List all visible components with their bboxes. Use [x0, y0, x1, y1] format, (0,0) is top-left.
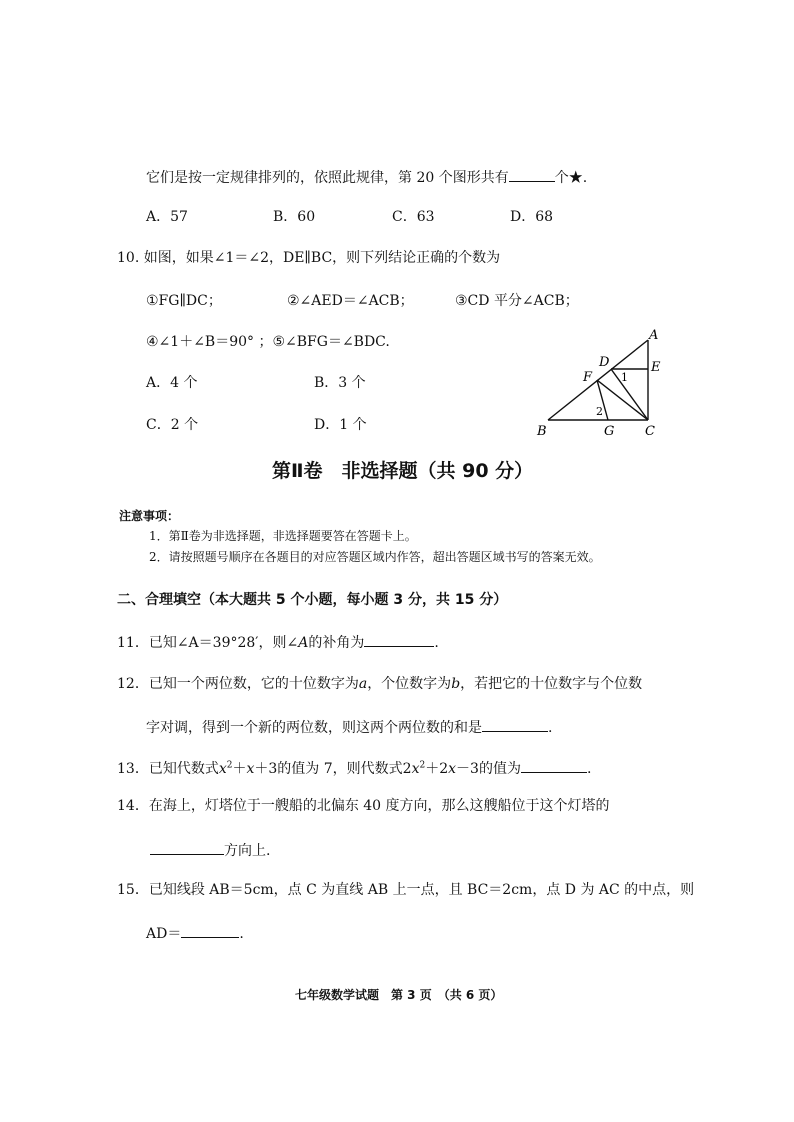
- q14-line1: 14．在海上，灯塔位于一艘船的北偏东 40 度方向，那么这艘船位于这个灯塔的: [117, 798, 610, 814]
- q10-statements-row2: ④∠1＋∠B＝90° ；⑤∠BFG＝∠BDC.: [146, 334, 390, 350]
- q12-line2: [146, 717, 552, 737]
- q13-expr2-exp: 2: [419, 760, 426, 771]
- q12-line2-text: 字对调，得到一个新的两位数，则这两个两位数的和是: [146, 720, 482, 736]
- q13-expr1-const: ＋3: [254, 761, 278, 777]
- label-g: G: [604, 424, 615, 439]
- q13-pre: 13．已知代数式: [117, 761, 219, 777]
- q12-post: ，若把它的十位数字与个位数: [460, 676, 643, 692]
- q9-answer-blank: [509, 167, 555, 182]
- q12-mid: ，个位数字为: [367, 676, 452, 692]
- q10-statement-3: ③CD 平分∠ACB；: [455, 293, 579, 309]
- q11-end: .: [434, 635, 439, 651]
- q12-answer-blank: [482, 717, 548, 732]
- q9-option-c: C．63: [392, 209, 435, 225]
- q11-number: 11．: [117, 635, 149, 651]
- label-angle-1: 1: [621, 371, 628, 384]
- label-d: D: [599, 355, 610, 370]
- q14-line2: [150, 840, 270, 860]
- label-e: E: [651, 360, 661, 375]
- q10-option-a: A．4 个: [146, 375, 198, 391]
- q13: [117, 758, 591, 778]
- part-2-heading: 二、合理填空（本大题共 5 个小题，每小题 3 分，共 15 分）: [117, 592, 508, 608]
- q9-option-d: D．68: [510, 209, 554, 225]
- note-2: 2．请按照题号顺序在各题目的对应答题区域内作答，超出答题区域书写的答案无效。: [149, 550, 601, 564]
- q13-expr1-x2: x: [246, 761, 255, 777]
- q12-pre: 12．已知一个两位数，它的十位数字为: [117, 676, 359, 692]
- page-footer: 七年级数学试题 第 3 页 （共 6 页）: [295, 988, 503, 1002]
- q10-option-b: B．3 个: [314, 375, 366, 391]
- q11-variable: A: [298, 635, 309, 651]
- q9-text-before: 它们是按一定规律排列的，依照此规律，第 20 个图形共有: [146, 170, 509, 186]
- q13-post: 的值为: [478, 761, 521, 777]
- q12-var-b: b: [451, 676, 461, 692]
- q13-end: .: [586, 761, 592, 777]
- q14-post: 方向上.: [224, 843, 271, 859]
- q10-statement-2: ②∠AED＝∠ACB；: [287, 293, 414, 309]
- q9-option-a: A．57: [146, 209, 188, 225]
- q14-answer-blank: [150, 840, 224, 855]
- q13-expr1-plus: ＋: [232, 761, 247, 777]
- label-b: B: [537, 424, 547, 439]
- section-2-title: 第Ⅱ卷 非选择题（共 90 分）: [272, 460, 534, 482]
- note-1: 1．第Ⅱ卷为非选择题，非选择题要答在答题卡上。: [149, 529, 417, 543]
- q13-expr2-plus: ＋2: [425, 761, 449, 777]
- q11-post: 的补角为: [308, 635, 365, 651]
- q9-option-b: B．60: [273, 209, 316, 225]
- q11-answer-blank: [364, 632, 434, 647]
- q13-expr2-const: －3: [456, 761, 479, 777]
- q15-answer-blank: [181, 923, 239, 938]
- q13-answer-blank: [521, 758, 587, 773]
- q10-geometry-figure: [535, 325, 670, 440]
- q15-end: .: [239, 926, 244, 942]
- q12-var-a: a: [358, 676, 368, 692]
- q12-end: .: [548, 720, 553, 736]
- label-c: C: [645, 424, 655, 439]
- q13-expr2-coef: 2: [402, 761, 412, 777]
- q13-expr1-x: x: [218, 761, 227, 777]
- q10-option-d: D．1 个: [314, 417, 367, 433]
- q11-pre: 已知∠A＝39°28′，则∠: [148, 635, 299, 651]
- q9-text: [146, 167, 587, 187]
- q13-mid: 的值为 7，则代数式: [277, 761, 403, 777]
- q15-line1: 15．已知线段 AB＝5cm，点 C 为直线 AB 上一点，且 BC＝2cm，点 D 为 AC 的中点，则: [117, 882, 695, 898]
- q15-pre: AD＝: [146, 926, 182, 942]
- q9-text-after: 个★.: [554, 170, 588, 186]
- q10-statement-1: ①FG∥DC；: [146, 293, 222, 309]
- q12-line1: [117, 675, 642, 693]
- q10-option-c: C．2 个: [146, 417, 199, 433]
- label-angle-2: 2: [596, 405, 603, 418]
- q10-stem: 10. 如图，如果∠1＝∠2，DE∥BC，则下列结论正确的个数为: [117, 250, 501, 266]
- q15-line2: [146, 923, 244, 943]
- q13-expr2-x2: x: [448, 761, 457, 777]
- notes-title: 注意事项：: [119, 509, 180, 523]
- q13-expr1-exp: 2: [226, 760, 233, 771]
- label-a: A: [649, 328, 659, 343]
- label-f: F: [583, 370, 593, 385]
- q13-expr2-x: x: [411, 761, 420, 777]
- q11: [117, 632, 439, 652]
